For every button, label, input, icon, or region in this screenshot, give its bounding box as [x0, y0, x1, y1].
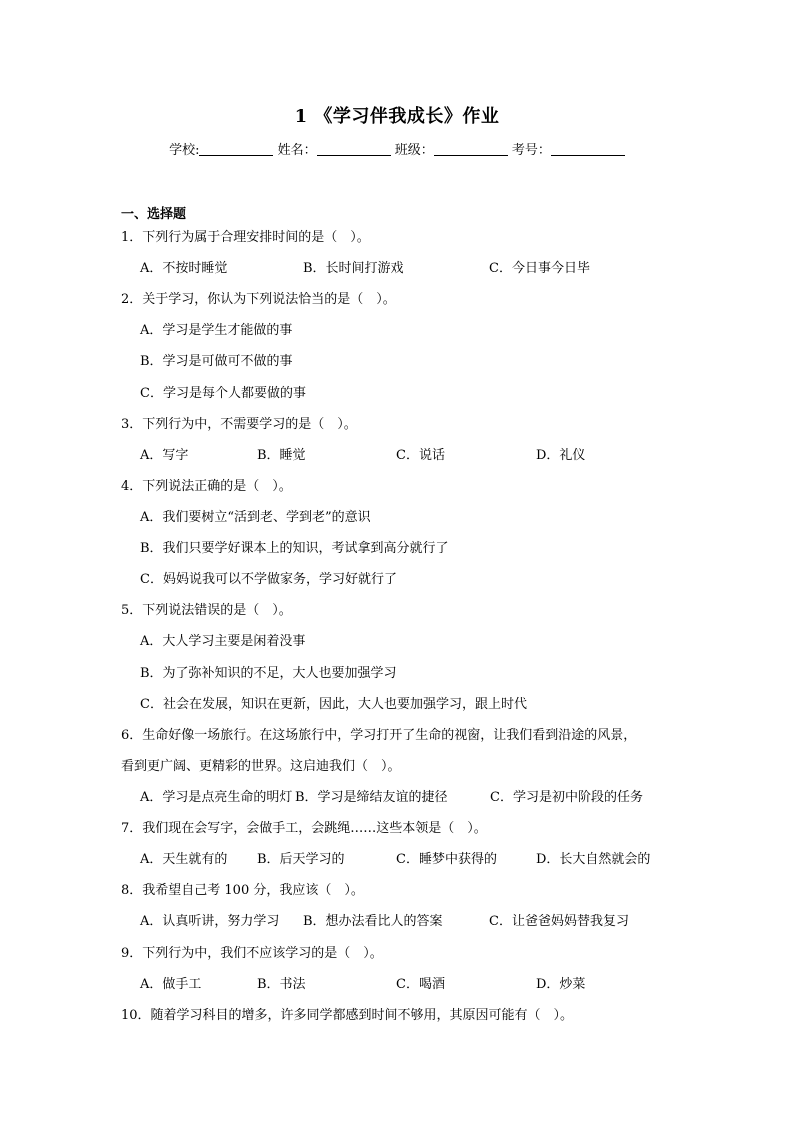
option-b[interactable]: B．后天学习的	[257, 852, 345, 867]
class-label: 班级：	[394, 143, 434, 158]
question-9-stem: 9．下列行为中，我们不应该学习的是（ ）。	[121, 946, 383, 961]
page-title: 1 《学习伴我成长》作业	[294, 106, 500, 127]
option-c[interactable]: C．说话	[396, 448, 445, 463]
option-b[interactable]: B．长时间打游戏	[303, 261, 404, 276]
option-a[interactable]: A．学习是学生才能做的事	[140, 323, 293, 338]
question-2-stem: 2．关于学习，你认为下列说法恰当的是（ ）。	[121, 292, 396, 307]
option-a[interactable]: A．大人学习主要是闲着没事	[140, 634, 306, 649]
school-label: 学校:	[169, 143, 200, 158]
option-b[interactable]: B．学习是可做可不做的事	[140, 354, 293, 369]
option-c[interactable]: C．妈妈说我可以不学做家务，学习好就行了	[140, 572, 397, 587]
option-a[interactable]: A．做手工	[140, 977, 202, 992]
option-c[interactable]: C．今日事今日毕	[489, 261, 590, 276]
question-3-stem: 3．下列行为中，不需要学习的是（ ）。	[121, 417, 357, 432]
number-blank[interactable]	[551, 143, 625, 156]
option-c[interactable]: C．让爸爸妈妈替我复习	[489, 914, 629, 929]
option-a[interactable]: A．天生就有的	[140, 852, 228, 867]
question-10-stem: 10．随着学习科目的增多，许多同学都感到时间不够用，其原因可能有（ ）。	[121, 1008, 574, 1023]
option-c[interactable]: C．社会在发展，知识在更新，因此，大人也要加强学习，跟上时代	[140, 697, 527, 712]
section-title: 一、选择题	[121, 207, 187, 222]
option-a[interactable]: A．学习是点亮生命的明灯	[140, 790, 293, 805]
question-4-stem: 4．下列说法正确的是（ ）。	[121, 479, 292, 494]
number-label: 考号：	[511, 143, 551, 158]
option-d[interactable]: D．长大自然就会的	[536, 852, 651, 867]
option-b[interactable]: B．睡觉	[257, 448, 306, 463]
option-c[interactable]: C．学习是每个人都要做的事	[140, 386, 306, 401]
option-d[interactable]: D．炒菜	[536, 977, 586, 992]
option-b[interactable]: B．学习是缔结友谊的捷径	[295, 790, 448, 805]
option-b[interactable]: B．为了弥补知识的不足，大人也要加强学习	[140, 666, 397, 681]
name-blank[interactable]	[317, 143, 391, 156]
question-1-stem: 1．下列行为属于合理安排时间的是（ ）。	[121, 230, 370, 245]
student-info-row	[0, 139, 794, 158]
question-7-stem: 7．我们现在会写字，会做手工，会跳绳……这些本领是（ ）。	[121, 821, 487, 836]
option-a[interactable]: A．认真听讲，努力学习	[140, 914, 280, 929]
option-c[interactable]: C．学习是初中阶段的任务	[490, 790, 643, 805]
school-blank[interactable]	[199, 143, 273, 156]
question-5-stem: 5．下列说法错误的是（ ）。	[121, 603, 292, 618]
question-6-stem-continued: 看到更广阔、更精彩的世界。这启迪我们（ ）。	[121, 759, 401, 774]
option-b[interactable]: B．书法	[257, 977, 306, 992]
question-6-stem: 6．生命好像一场旅行。在这场旅行中，学习打开了生命的视窗，让我们看到沿途的风景，	[121, 728, 637, 743]
option-c[interactable]: C．睡梦中获得的	[396, 852, 497, 867]
option-c[interactable]: C．喝酒	[396, 977, 445, 992]
class-blank[interactable]	[434, 143, 508, 156]
name-label: 姓名：	[277, 143, 317, 158]
option-a[interactable]: A．我们要树立“活到老、学到老”的意识	[140, 510, 371, 525]
option-a[interactable]: A．不按时睡觉	[140, 261, 228, 276]
option-b[interactable]: B．想办法看比人的答案	[303, 914, 443, 929]
option-a[interactable]: A．写字	[140, 448, 189, 463]
option-d[interactable]: D．礼仪	[536, 448, 586, 463]
question-8-stem: 8．我希望自己考 100 分，我应该（ ）。	[121, 883, 364, 898]
option-b[interactable]: B．我们只要学好课本上的知识，考试拿到高分就行了	[140, 541, 449, 556]
